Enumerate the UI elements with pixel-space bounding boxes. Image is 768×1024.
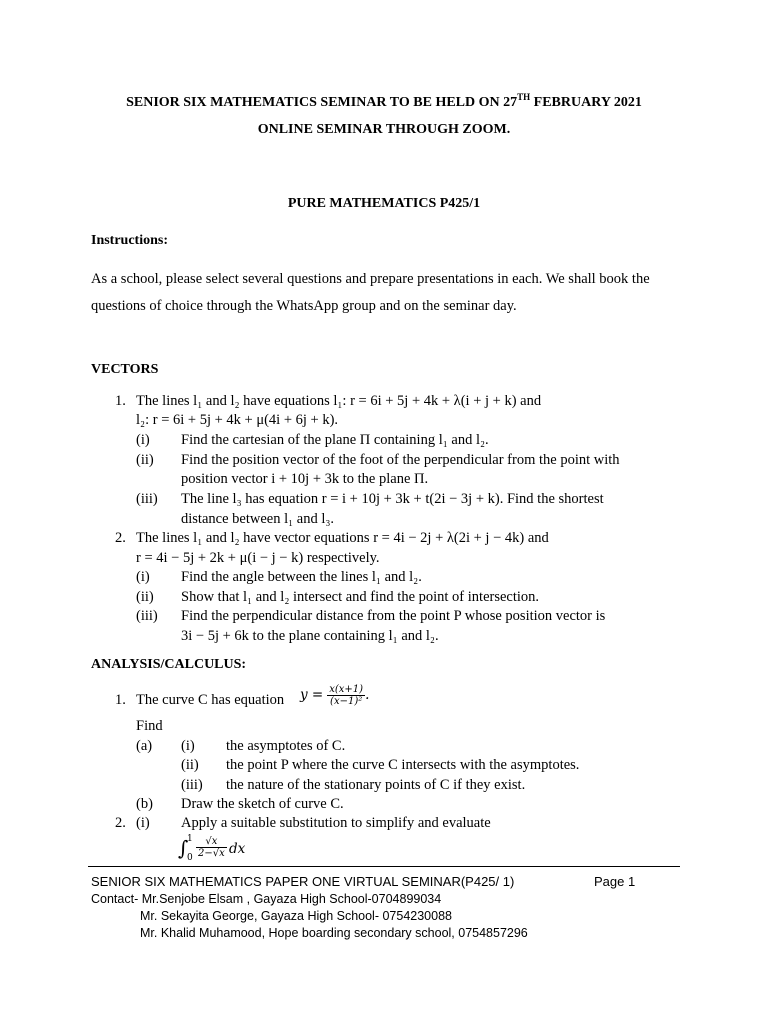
sub-part-text: the point P where the curve C intersects with the asymptotes. [226, 757, 580, 773]
vectors-q2-part-text: 3i − 5j + 6k to the plane containing l₁ and l₂. [181, 628, 439, 644]
calculus-q2-text: Apply a suitable substitution to simplify and evaluate [181, 815, 491, 831]
footer-contact: Mr. Khalid Muhamood, Hope boarding secondary school, 0754857296 [140, 926, 528, 940]
integrand-denominator: 2−√x [198, 848, 225, 859]
equation-period: . [365, 687, 370, 704]
vectors-q2-part-label: (ii) [136, 589, 154, 605]
integral-expression [178, 834, 258, 864]
vectors-q1-part-label: (i) [136, 432, 150, 448]
integrand-numerator: √x [196, 836, 227, 848]
seminar-title [0, 92, 768, 111]
integral-lower-limit: 0 [187, 853, 193, 863]
page-number: Page 1 [594, 874, 636, 889]
paper-title: PURE MATHEMATICS P425/1 [287, 196, 481, 211]
part-a-label: (a) [136, 738, 153, 754]
seminar-subtitle: ONLINE SEMINAR THROUGH ZOOM. [257, 122, 511, 137]
calculus-q2-number: 2. [115, 815, 126, 831]
sub-part-label: (ii) [181, 757, 199, 773]
footer-contact: Contact- Mr.Senjobe Elsam , Gayaza High School-0704899034 [91, 892, 442, 906]
curve-equation [300, 684, 369, 707]
vectors-q2-line-1: The lines l₁ and l₂ have vector equations r = 4i − 2j + λ(2i + j − 4k) and [136, 530, 549, 546]
instructions-line-2: questions of choice through the WhatsApp group and on the seminar day. [91, 298, 517, 314]
vectors-q1-line-1: The lines l₁ and l₂ have equations l₁: r = 6i + 5j + 4k + λ(i + j + k) and [136, 393, 542, 409]
vectors-q2-part-text: Show that l₁ and l₂ intersect and find the point of intersection. [181, 589, 540, 605]
instructions-heading: Instructions: [91, 233, 169, 248]
footer-title: SENIOR SIX MATHEMATICS PAPER ONE VIRTUAL SEMINAR(P425/ 1) [91, 874, 515, 889]
vectors-q1-part-text: Find the position vector of the foot of the perpendicular from the point with [181, 452, 620, 468]
vectors-heading: VECTORS [91, 362, 159, 377]
vectors-q2-number: 2. [115, 530, 126, 546]
part-b-text: Draw the sketch of curve C. [181, 796, 344, 812]
equation-fraction [327, 684, 365, 707]
vectors-q1-part-text: position vector i + 10j + 3k to the plane Π. [181, 471, 429, 487]
vectors-q1-part-label: (iii) [136, 491, 158, 507]
sub-part-text: the asymptotes of C. [226, 738, 346, 754]
calculus-q2-label: (i) [136, 815, 150, 831]
equation-lhs: y = [300, 687, 324, 704]
vectors-q1-part-text: Find the cartesian of the plane Π containing l₁ and l₂. [181, 432, 489, 448]
sub-part-label: (i) [181, 738, 195, 754]
ordinal-suffix: TH [517, 92, 531, 102]
vectors-q1-part-text: The line l₃ has equation r = i + 10j + 3k + t(2i − 3j + k). Find the shortest [181, 491, 604, 507]
integral-sign: ∫ [178, 836, 189, 860]
sub-part-text: the nature of the stationary points of C if they exist. [226, 777, 526, 793]
vectors-q2-part-label: (i) [136, 569, 150, 585]
sub-part-label: (iii) [181, 777, 203, 793]
seminar-title-text: SENIOR SIX MATHEMATICS SEMINAR TO BE HELD ON 27 [126, 95, 518, 110]
integral-dx: dx [229, 841, 246, 857]
find-label: Find [136, 718, 163, 734]
equation-denominator: (x−1)² [330, 696, 363, 707]
vectors-q2-part-text: Find the angle between the lines l₁ and l₂. [181, 569, 422, 585]
vectors-q1-part-label: (ii) [136, 452, 154, 468]
equation-numerator: x(x+1) [329, 684, 364, 695]
calculus-heading: ANALYSIS/CALCULUS: [91, 657, 247, 672]
integral-upper-limit: 1 [187, 834, 193, 844]
integrand-fraction [196, 836, 227, 859]
calculus-q1-text: The curve C has equation [136, 692, 285, 708]
vectors-q2-part-text: Find the perpendicular distance from the point P whose position vector is [181, 608, 606, 624]
part-b-label: (b) [136, 796, 153, 812]
vectors-q2-line-2: r = 4i − 5j + 2k + μ(i − j − k) respectively. [136, 550, 380, 566]
calculus-q1-number: 1. [115, 692, 126, 708]
instructions-line-1: As a school, please select several questions and prepare presentations in each. We shall book the [91, 271, 650, 287]
vectors-q2-part-label: (iii) [136, 608, 158, 624]
vectors-q1-part-text: distance between l₁ and l₃. [181, 511, 335, 527]
footer-contact: Mr. Sekayita George, Gayaza High School- 0754230088 [140, 909, 452, 923]
seminar-date-text: FEBRUARY 2021 [530, 95, 642, 110]
vectors-q1-line-2: l₂: r = 6i + 5j + 4k + μ(4i + 6j + k). [136, 412, 339, 428]
vectors-q1-number: 1. [115, 393, 126, 409]
footer-divider [88, 866, 680, 867]
